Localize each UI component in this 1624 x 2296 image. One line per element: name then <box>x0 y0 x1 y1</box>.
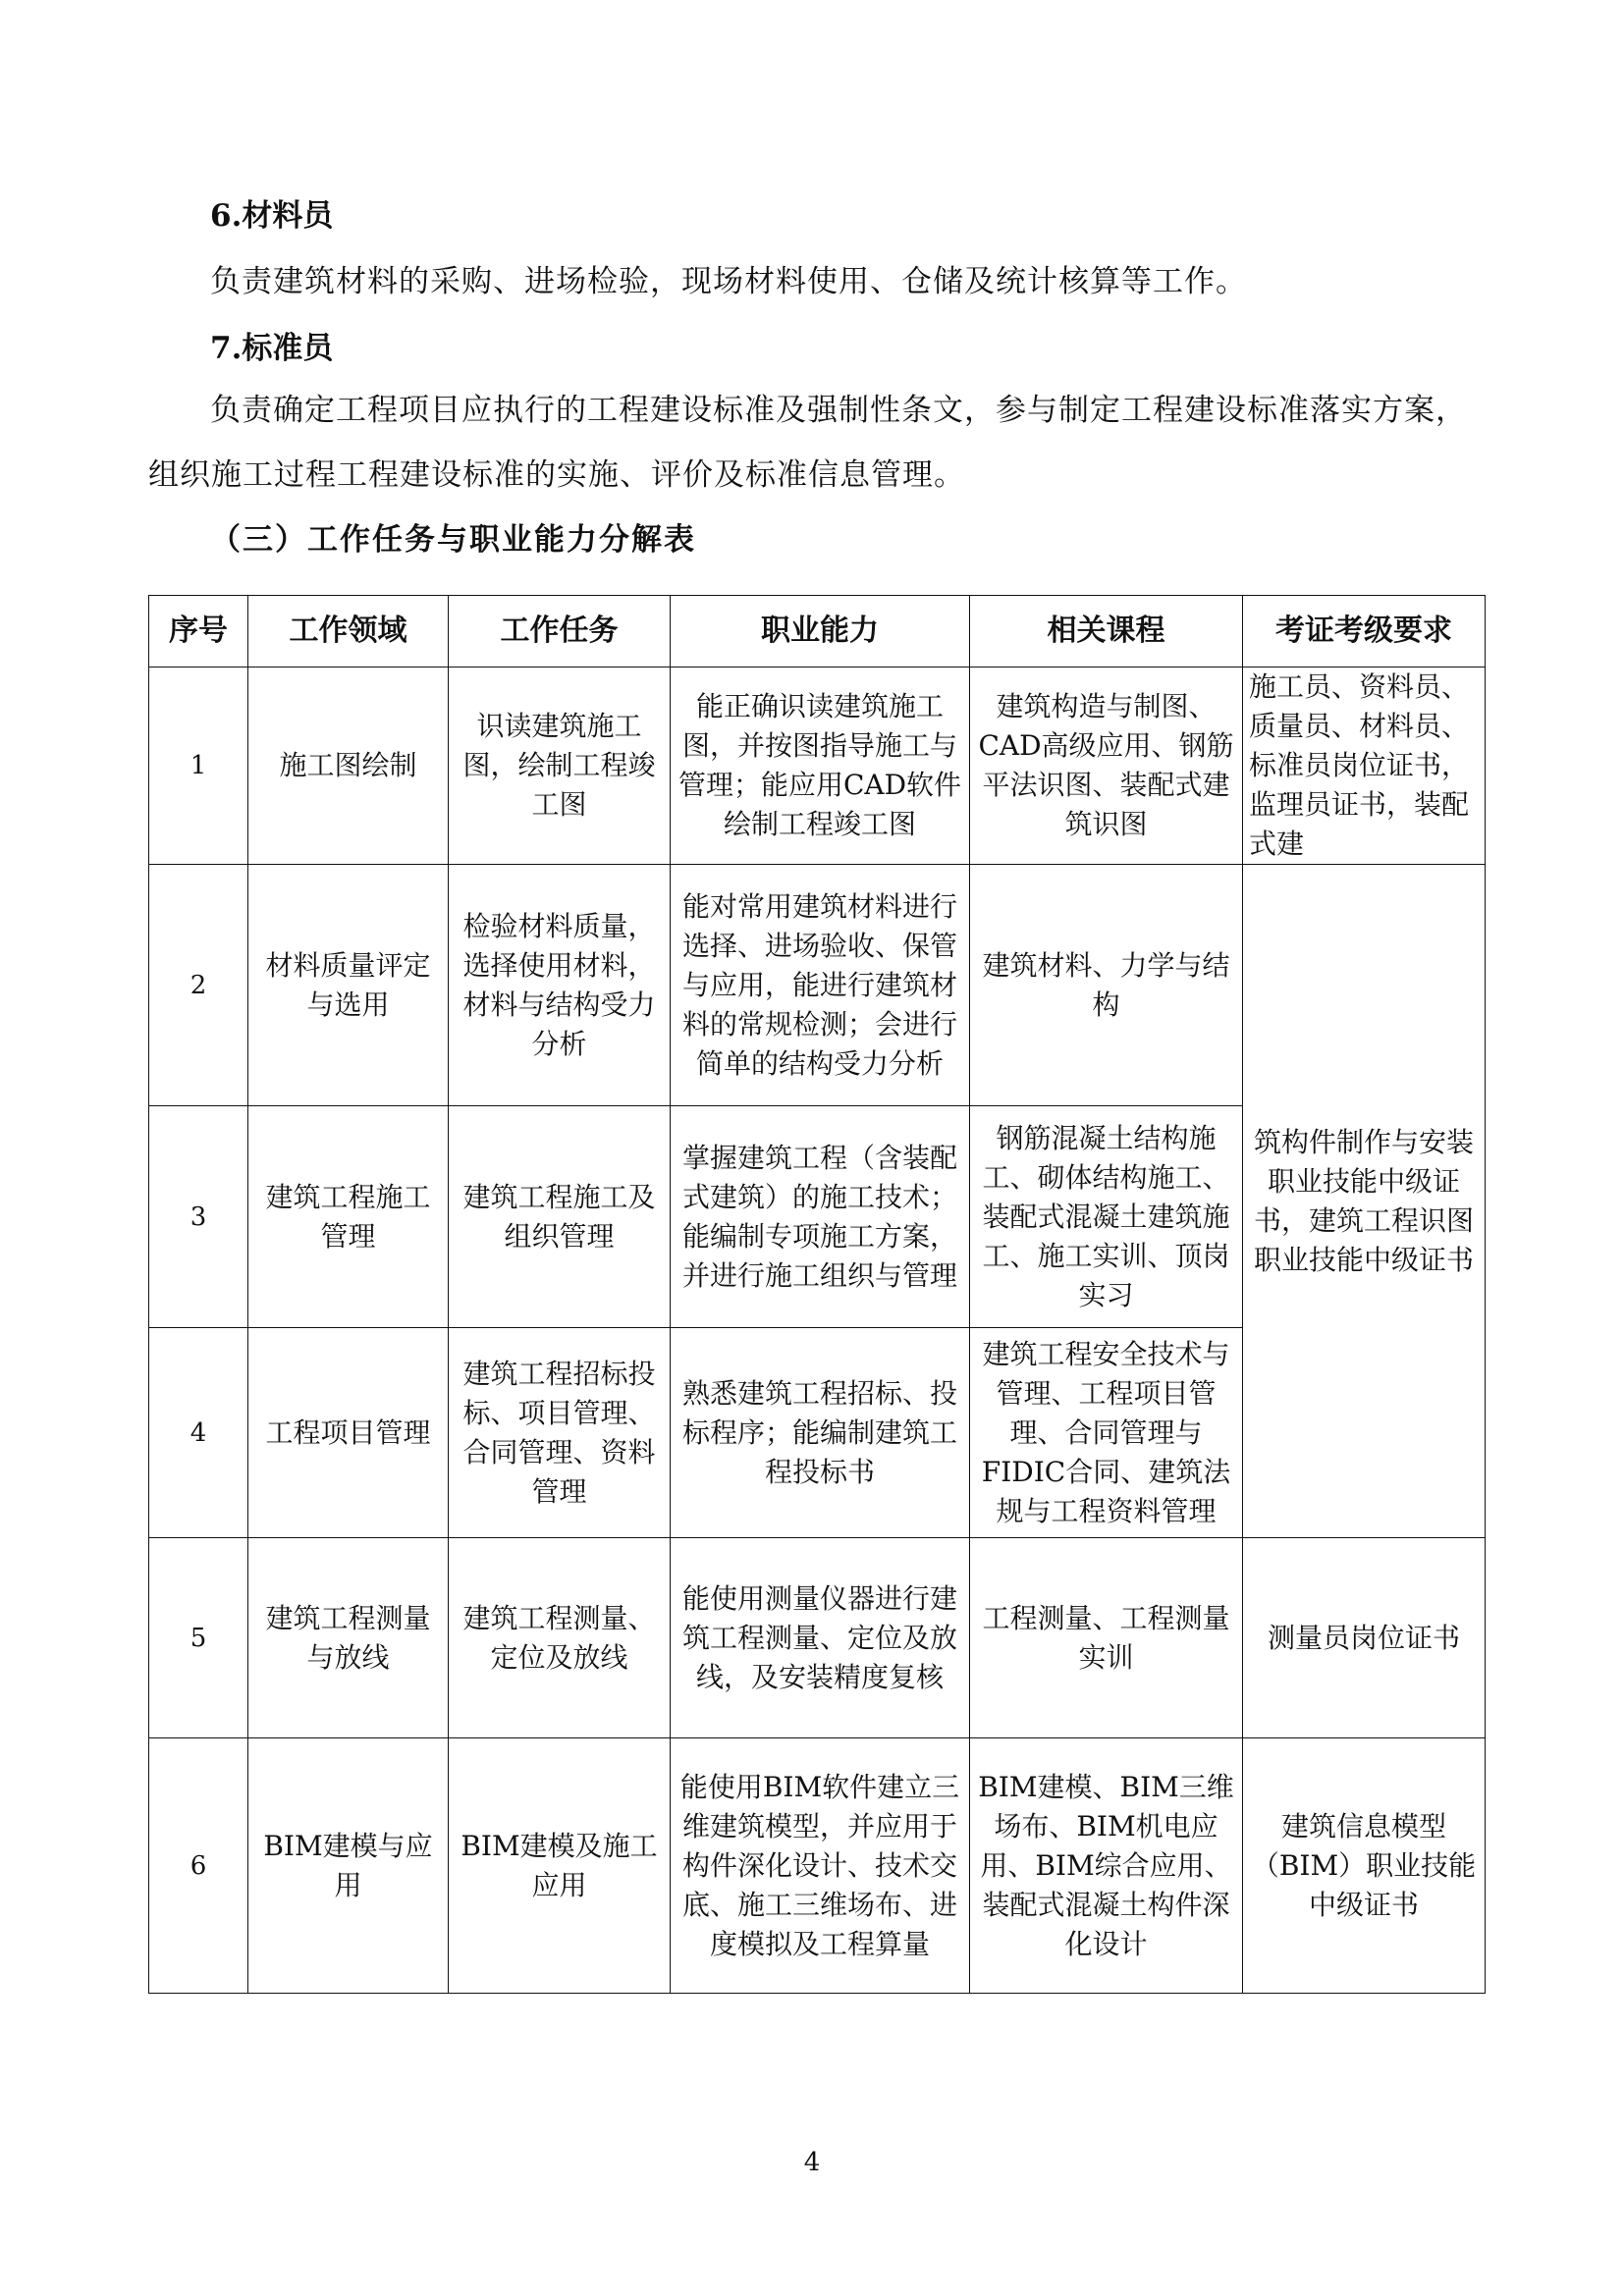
task-ability-table <box>148 595 1486 1994</box>
cell-certificate-requirements: 施工员、资料员、质量员、材料员、标准员岗位证书，监理员证书，装配式建 <box>1243 667 1486 865</box>
cell-work-task: BIM建模及施工应用 <box>449 1738 671 1994</box>
table-row <box>149 1738 1486 1994</box>
cell-professional-ability: 能使用BIM软件建立三维建筑模型，并应用于构件深化设计、技术交底、施工三维场布、进度模拟及工程算量 <box>671 1738 970 1994</box>
cell-work-domain: 工程项目管理 <box>248 1328 449 1538</box>
header-certificate-requirements: 考证考级要求 <box>1243 596 1486 667</box>
header-professional-ability: 职业能力 <box>671 596 970 667</box>
table-row <box>149 1538 1486 1738</box>
table-header-row <box>149 596 1486 667</box>
cell-work-task: 建筑工程施工及组织管理 <box>449 1106 671 1328</box>
cell-work-domain: 建筑工程测量与放线 <box>248 1538 449 1738</box>
cell-certificate-requirements: 测量员岗位证书 <box>1243 1538 1486 1738</box>
cell-related-courses: 建筑材料、力学与结构 <box>970 865 1243 1106</box>
section-paragraph-standards-clerk: 负责确定工程项目应执行的工程建设标准及强制性条文，参与制定工程建设标准落实方案，组织施工过程工程建设标准的实施、评价及标准信息管理。 <box>148 393 1467 493</box>
cell-related-courses: 建筑构造与制图、CAD高级应用、钢筋平法识图、装配式建筑识图 <box>970 667 1243 865</box>
cell-index: 1 <box>149 667 248 865</box>
cell-work-task: 建筑工程招标投标、项目管理、合同管理、资料管理 <box>449 1328 671 1538</box>
header-work-task: 工作任务 <box>449 596 671 667</box>
cell-professional-ability: 熟悉建筑工程招标、投标程序；能编制建筑工程投标书 <box>671 1328 970 1538</box>
cell-index: 4 <box>149 1328 248 1538</box>
cell-related-courses: 建筑工程安全技术与管理、工程项目管理、合同管理与FIDIC合同、建筑法规与工程资料管理 <box>970 1328 1243 1538</box>
cell-index: 3 <box>149 1106 248 1328</box>
page-number: 4 <box>803 2148 821 2177</box>
section-paragraph-material-clerk: 负责建筑材料的采购、进场检验，现场材料使用、仓储及统计核算等工作。 <box>210 264 1247 299</box>
table-title: （三）工作任务与职业能力分解表 <box>210 522 696 558</box>
cell-related-courses: 工程测量、工程测量实训 <box>970 1538 1243 1738</box>
cell-work-domain: BIM建模与应用 <box>248 1738 449 1994</box>
cell-certificate-requirements: 筑构件制作与安装职业技能中级证书，建筑工程识图职业技能中级证书 <box>1243 865 1486 1538</box>
header-work-domain: 工作领域 <box>248 596 449 667</box>
cell-work-domain: 材料质量评定与选用 <box>248 865 449 1106</box>
cell-work-task: 识读建筑施工图，绘制工程竣工图 <box>449 667 671 865</box>
cell-index: 2 <box>149 865 248 1106</box>
cell-work-domain: 施工图绘制 <box>248 667 449 865</box>
cell-work-task: 建筑工程测量、定位及放线 <box>449 1538 671 1738</box>
cell-related-courses: 钢筋混凝土结构施工、砌体结构施工、装配式混凝土建筑施工、施工实训、顶岗实习 <box>970 1106 1243 1328</box>
cell-index: 5 <box>149 1538 248 1738</box>
header-index: 序号 <box>149 596 248 667</box>
cell-certificate-requirements: 建筑信息模型（BIM）职业技能中级证书 <box>1243 1738 1486 1994</box>
cell-professional-ability: 能正确识读建筑施工图，并按图指导施工与管理；能应用CAD软件绘制工程竣工图 <box>671 667 970 865</box>
table-row <box>149 667 1486 865</box>
cell-index: 6 <box>149 1738 248 1994</box>
section-heading-standards-clerk: 7.标准员 <box>210 331 334 366</box>
cell-work-domain: 建筑工程施工管理 <box>248 1106 449 1328</box>
cell-related-courses: BIM建模、BIM三维场布、BIM机电应用、BIM综合应用、装配式混凝土构件深化设计 <box>970 1738 1243 1994</box>
table-row <box>149 865 1486 1106</box>
section-heading-material-clerk: 6.材料员 <box>210 198 334 234</box>
cell-professional-ability: 能对常用建筑材料进行选择、进场验收、保管与应用，能进行建筑材料的常规检测；会进行简单的结构受力分析 <box>671 865 970 1106</box>
cell-professional-ability: 掌握建筑工程（含装配式建筑）的施工技术；能编制专项施工方案，并进行施工组织与管理 <box>671 1106 970 1328</box>
cell-professional-ability: 能使用测量仪器进行建筑工程测量、定位及放线，及安装精度复核 <box>671 1538 970 1738</box>
cell-work-task: 检验材料质量，选择使用材料，材料与结构受力分析 <box>449 865 671 1106</box>
header-related-courses: 相关课程 <box>970 596 1243 667</box>
